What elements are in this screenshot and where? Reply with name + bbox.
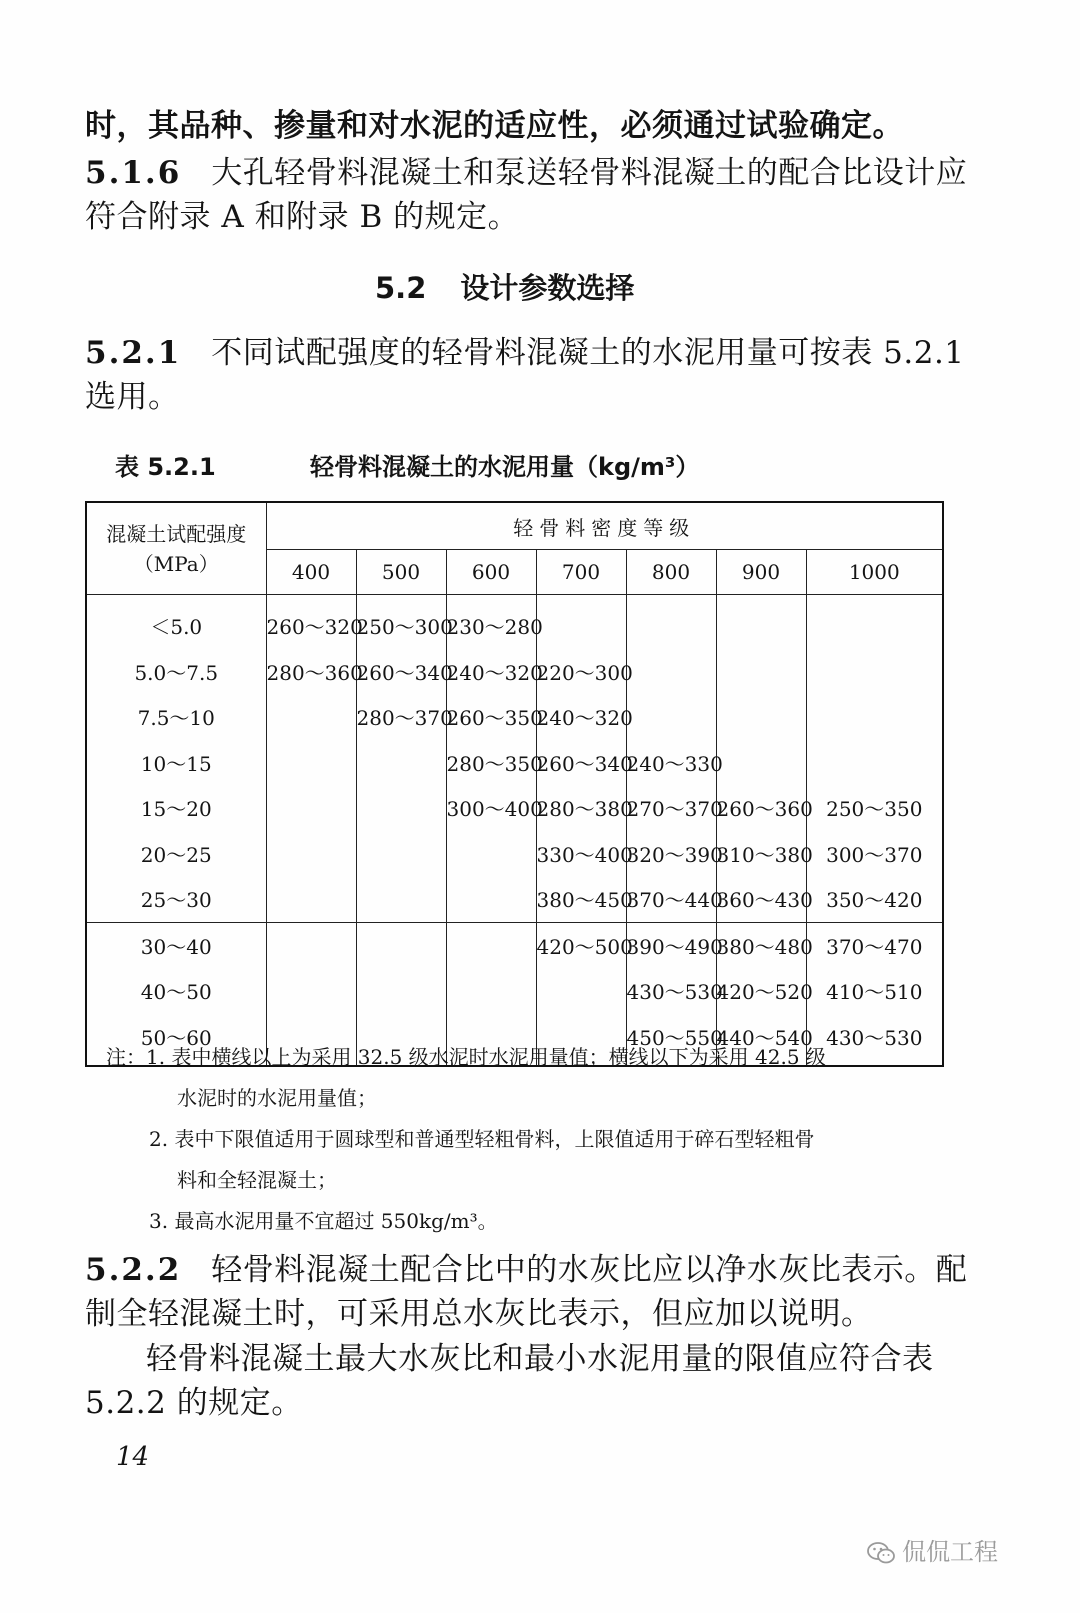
dosage-cell <box>266 876 356 922</box>
dosage-cell: 300～370 <box>806 831 943 877</box>
dosage-cell <box>266 831 356 877</box>
watermark-text: 侃侃工程 <box>902 1538 998 1566</box>
dosage-cell: 280～360 <box>266 649 356 695</box>
dosage-cell: 230～280 <box>446 595 536 649</box>
dosage-cell <box>356 831 446 877</box>
row-header <box>86 502 266 595</box>
table-row <box>86 740 943 786</box>
dosage-cell: 350～420 <box>806 876 943 922</box>
dosage-cell <box>446 876 536 922</box>
note-3: 3. 最高水泥用量不宜超过 550kg/m³。 <box>149 1209 498 1233</box>
dosage-cell: 320～390 <box>626 831 716 877</box>
dosage-cell: 260～340 <box>356 649 446 695</box>
clause-5-2-2-line1 <box>85 1248 967 1292</box>
dosage-cell: 280～370 <box>356 694 446 740</box>
strength-cell: 40～50 <box>86 968 266 1014</box>
clause-5-1-6-line2: 符合附录 A 和附录 B 的规定。 <box>85 199 520 235</box>
dosage-cell: 260～340 <box>536 740 626 786</box>
cement-dosage-table <box>85 501 944 1067</box>
strength-cell: 5.0～7.5 <box>86 649 266 695</box>
strength-cell: 10～15 <box>86 740 266 786</box>
dosage-cell: 270～370 <box>626 785 716 831</box>
clause-number: 5.1.6 <box>85 155 182 191</box>
table-row <box>86 968 943 1014</box>
dosage-cell: 280～380 <box>536 785 626 831</box>
clause-5-2-2-line3: 轻骨料混凝土最大水灰比和最小水泥用量的限值应符合表 <box>146 1341 934 1377</box>
clause-5-2-1-line2: 选用。 <box>85 379 180 415</box>
clause-5-2-1-line1 <box>85 331 965 375</box>
column-header: 500 <box>356 550 446 595</box>
dosage-cell <box>266 740 356 786</box>
dosage-cell <box>356 922 446 968</box>
dosage-cell: 410～510 <box>806 968 943 1014</box>
dosage-cell: 430～530 <box>806 1014 943 1067</box>
clause-text: 轻骨料混凝土配合比中的水灰比应以净水灰比表示。配 <box>211 1252 968 1288</box>
dosage-cell <box>446 922 536 968</box>
dosage-cell: 220～300 <box>536 649 626 695</box>
table-row <box>86 649 943 695</box>
dosage-cell <box>356 876 446 922</box>
row-header-line2: （MPa） <box>133 551 219 576</box>
row-header-line1: 混凝土试配强度 <box>106 521 247 546</box>
strength-cell: 15～20 <box>86 785 266 831</box>
dosage-cell <box>626 649 716 695</box>
dosage-cell <box>536 595 626 649</box>
dosage-cell: 280～350 <box>446 740 536 786</box>
dosage-cell <box>806 649 943 695</box>
table-row <box>86 876 943 922</box>
dosage-cell: 260～350 <box>446 694 536 740</box>
dosage-cell <box>446 831 536 877</box>
note-2-line2: 料和全轻混凝土； <box>177 1168 337 1192</box>
table-row <box>86 694 943 740</box>
clause-5-2-2-line2: 制全轻混凝土时，可采用总水灰比表示，但应加以说明。 <box>85 1296 873 1332</box>
dosage-cell <box>716 694 806 740</box>
dosage-cell: 250～350 <box>806 785 943 831</box>
dosage-cell: 440～540 <box>716 1014 806 1067</box>
strength-cell: 25～30 <box>86 876 266 922</box>
table-row <box>86 595 943 649</box>
dosage-cell <box>356 785 446 831</box>
clause-text: 大孔轻骨料混凝土和泵送轻骨料混凝土的配合比设计应 <box>211 155 968 191</box>
dosage-cell: 330～400 <box>536 831 626 877</box>
dosage-cell <box>356 740 446 786</box>
dosage-cell: 250～300 <box>356 595 446 649</box>
section-number: 5.2 <box>375 271 427 305</box>
column-header: 800 <box>626 550 716 595</box>
strength-cell: 50～60 <box>86 1014 266 1067</box>
dosage-cell <box>266 785 356 831</box>
note-1-line2: 水泥时的水泥用量值； <box>177 1086 377 1110</box>
dosage-cell: 380～480 <box>716 922 806 968</box>
clause-text: 不同试配强度的轻骨料混凝土的水泥用量可按表 5.2.1 <box>211 335 965 371</box>
dosage-cell: 430～530 <box>626 968 716 1014</box>
dosage-cell: 370～470 <box>806 922 943 968</box>
dosage-cell: 240～320 <box>446 649 536 695</box>
table-row <box>86 785 943 831</box>
section-title: 设计参数选择 <box>460 271 635 305</box>
dosage-cell <box>626 595 716 649</box>
column-header: 700 <box>536 550 626 595</box>
note-text: 1. 表中横线以上为采用 32.5 级水泥时水泥用量值；横线以下为采用 42.5 级 <box>146 1045 826 1069</box>
dosage-cell: 240～320 <box>536 694 626 740</box>
strength-cell: ＜5.0 <box>86 595 266 649</box>
dosage-cell: 370～440 <box>626 876 716 922</box>
note-2-line1: 2. 表中下限值适用于圆球型和普通型轻粗骨料，上限值适用于碎石型轻粗骨 <box>149 1127 815 1151</box>
dosage-cell: 360～430 <box>716 876 806 922</box>
column-header: 1000 <box>806 550 943 595</box>
dosage-cell: 380～450 <box>536 876 626 922</box>
column-header: 900 <box>716 550 806 595</box>
column-header: 400 <box>266 550 356 595</box>
dosage-cell <box>536 968 626 1014</box>
page-number: 14 <box>116 1442 150 1472</box>
dosage-cell <box>626 694 716 740</box>
dosage-cell <box>716 595 806 649</box>
dosage-cell: 310～380 <box>716 831 806 877</box>
table-row <box>86 922 943 968</box>
dosage-cell: 260～320 <box>266 595 356 649</box>
clause-number: 5.2.2 <box>85 1252 182 1288</box>
clause-number: 5.2.1 <box>85 335 182 371</box>
dosage-cell <box>266 968 356 1014</box>
dosage-cell <box>806 694 943 740</box>
dosage-cell: 300～400 <box>446 785 536 831</box>
table-title: 轻骨料混凝土的水泥用量（kg/m³） <box>310 453 700 481</box>
dosage-cell: 390～490 <box>626 922 716 968</box>
strength-cell: 20～25 <box>86 831 266 877</box>
dosage-cell <box>806 740 943 786</box>
dosage-cell <box>266 694 356 740</box>
watermark <box>866 1532 998 1567</box>
table-body <box>86 595 943 1067</box>
column-header: 600 <box>446 550 536 595</box>
dosage-cell <box>806 595 943 649</box>
group-header: 轻骨料密度等级 <box>266 502 943 550</box>
dosage-cell <box>446 968 536 1014</box>
clause-5-2-2-line4: 5.2.2 的规定。 <box>85 1385 303 1421</box>
dosage-cell: 260～360 <box>716 785 806 831</box>
dosage-cell: 420～520 <box>716 968 806 1014</box>
strength-cell: 30～40 <box>86 922 266 968</box>
notes-prefix: 注： <box>106 1045 146 1069</box>
table-row <box>86 831 943 877</box>
clause-5-1-6-line1 <box>85 151 967 195</box>
table-label: 表 5.2.1 <box>115 453 216 481</box>
dosage-cell: 420～500 <box>536 922 626 968</box>
dosage-cell <box>266 922 356 968</box>
wechat-icon <box>866 1541 896 1565</box>
paragraph-continuation: 时，其品种、掺量和对水泥的适应性，必须通过试验确定。 <box>85 108 904 144</box>
section-heading <box>375 266 634 307</box>
dosage-cell <box>716 740 806 786</box>
dosage-cell <box>716 649 806 695</box>
dosage-cell: 240～330 <box>626 740 716 786</box>
dosage-cell: 450～550 <box>626 1014 716 1067</box>
note-1-line1 <box>106 1037 826 1078</box>
strength-cell: 7.5～10 <box>86 694 266 740</box>
dosage-cell <box>356 968 446 1014</box>
